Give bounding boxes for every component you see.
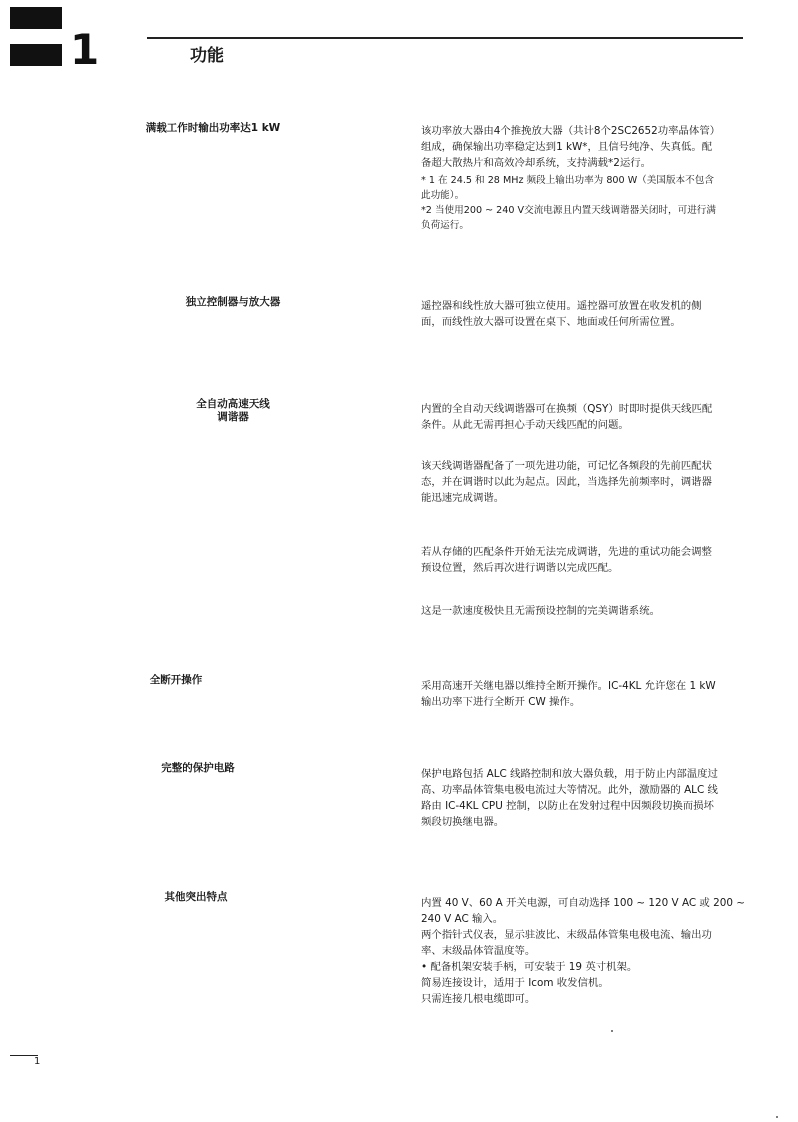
feature-paragraph — [421, 895, 746, 1007]
text-line: 该天线调谐器配备了一项先进功能，可记忆各频段的先前匹配状 — [421, 460, 712, 472]
feature-title-max-output — [138, 122, 288, 135]
text-line: 条件。从此无需再担心手动天线匹配的问题。 — [421, 419, 629, 431]
feature-paragraph — [421, 123, 746, 171]
feature-paragraph — [421, 458, 746, 506]
feature-title-separate-controller — [160, 296, 306, 309]
feature-title-protection-circuits — [128, 762, 268, 775]
text-line: 负荷运行。 — [421, 220, 469, 231]
header-rule — [147, 37, 743, 39]
feature-title-line: 完整的保护电路 — [161, 762, 235, 774]
page-number: 1 — [34, 1056, 41, 1067]
text-line: 保护电路包括 ALC 线路控制和放大器负载，用于防止内部温度过 — [421, 768, 718, 780]
feature-paragraph — [421, 678, 746, 710]
chapter-number: 1 — [70, 25, 100, 74]
feature-paragraph — [421, 298, 746, 330]
text-line: 高、功率晶体管集电极电流过大等情况。此外，激励器的 ALC 线 — [421, 784, 718, 796]
text-line: 频段切换继电器。 — [421, 816, 505, 828]
text-line: 该功率放大器由4个推挽放大器（共计8个2SC2652功率晶体管） — [421, 125, 721, 137]
text-line: 遥控器和线性放大器可独立使用。遥控器可放置在收发机的侧 — [421, 300, 702, 312]
feature-title-auto-tuner — [160, 398, 306, 424]
footnote-paragraph — [421, 173, 746, 233]
scan-speck — [776, 1116, 778, 1118]
text-line: *2 当使用200 ~ 240 V交流电源且内置天线调谐器关闭时，可进行满 — [421, 205, 716, 216]
text-line: 只需连接几根电缆即可。 — [421, 993, 536, 1005]
page-title: 功能 — [190, 46, 224, 66]
text-line: 内置 40 V、60 A 开关电源，可自动选择 100 ~ 120 V AC 或 200 ~ — [421, 897, 745, 909]
feature-title-line: 全自动高速天线 — [196, 398, 270, 410]
text-line: 备超大散热片和高效冷却系统，支持满载*2运行。 — [421, 157, 652, 169]
text-line: 240 V AC 输入。 — [421, 913, 504, 925]
text-line: 两个指针式仪表，显示驻波比、末级晶体管集电极电流、输出功 — [421, 929, 712, 941]
feature-title-line: 全断开操作 — [149, 674, 203, 686]
text-line: 简易连接设计，适用于 Icom 收发信机。 — [421, 977, 609, 989]
text-line: 这是一款速度极快且无需预设控制的完美调谐系统。 — [421, 605, 660, 617]
feature-title-full-break-in — [116, 674, 236, 687]
text-line: 若从存储的匹配条件开始无法完成调谐，先进的重试功能会调整 — [421, 546, 712, 558]
feature-title-line: 其他突出特点 — [164, 891, 228, 903]
chapter-marker-top — [10, 7, 62, 29]
text-line: 面，而线性放大器可设置在桌下、地面或任何所需位置。 — [421, 316, 681, 328]
text-line: 此功能）。 — [421, 190, 465, 201]
feature-title-other-features — [136, 891, 256, 904]
text-line: 率、末级晶体管温度等。 — [421, 945, 536, 957]
chapter-marker-bottom — [10, 44, 62, 66]
text-line: 采用高速开关继电器以维持全断开操作。IC-4KL 允许您在 1 kW — [421, 680, 716, 692]
text-line: 输出功率下进行全断开 CW 操作。 — [421, 696, 581, 708]
scan-speck — [611, 1030, 613, 1032]
text-line: • 配备机架安装手柄，可安装于 19 英寸机架。 — [421, 961, 638, 973]
text-line: 组成，确保输出功率稳定达到1 kW*，且信号纯净、失真低。配 — [421, 141, 713, 153]
text-line: 内置的全自动天线调谐器可在换频（QSY）时即时提供天线匹配 — [421, 403, 713, 415]
text-line: 路由 IC-4KL CPU 控制，以防止在发射过程中因频段切换而损坏 — [421, 800, 714, 812]
feature-paragraph — [421, 603, 746, 619]
feature-paragraph — [421, 766, 746, 830]
text-line: * 1 在 24.5 和 28 MHz 频段上输出功率为 800 W（美国版本不包含 — [421, 175, 714, 186]
feature-paragraph — [421, 544, 746, 576]
feature-title-line: 满载工作时输出功率达1 kW — [145, 122, 281, 134]
text-line: 态，并在调谐时以此为起点。因此，当选择先前频率时，调谐器 — [421, 476, 712, 488]
feature-paragraph — [421, 401, 746, 433]
text-line: 能迅速完成调谐。 — [421, 492, 505, 504]
text-line: 预设位置，然后再次进行调谐以完成匹配。 — [421, 562, 619, 574]
feature-title-line: 调谐器 — [217, 411, 249, 423]
feature-title-line: 独立控制器与放大器 — [185, 296, 281, 308]
